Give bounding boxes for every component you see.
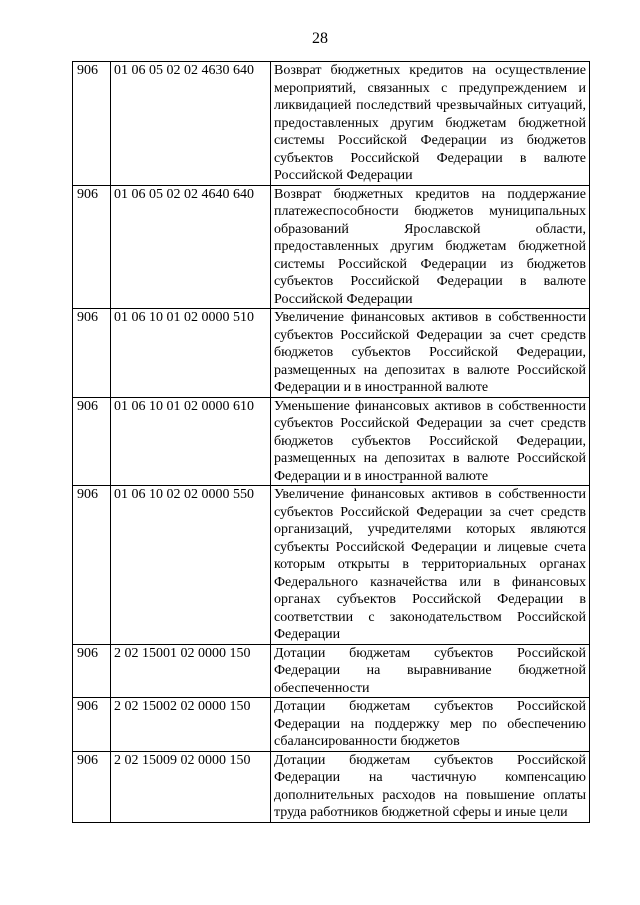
table-row xyxy=(73,62,590,186)
page-number: 28 xyxy=(312,30,328,47)
description-cell: Возврат бюджетных кредитов на осуществление мероприятий, связанных с предупреждением и ликвидацией последствий чрезвычайных ситуаций, предоставленных другим бюджетам бюджетной системы Российской Федерации из бюджетов субъектов Российской Федерации в валюте Российской Федерации xyxy=(271,62,590,186)
table-row xyxy=(73,698,590,752)
table-row xyxy=(73,486,590,645)
admin-code-cell: 906 xyxy=(73,698,111,752)
table-row xyxy=(73,397,590,486)
admin-code-cell: 906 xyxy=(73,486,111,645)
classification-code-cell: 01 06 05 02 02 4640 640 xyxy=(111,185,271,309)
classification-code-cell: 01 06 05 02 02 4630 640 xyxy=(111,62,271,186)
description-cell: Дотации бюджетам субъектов Российской Федерации на частичную компенсацию дополнительных расходов на повышение оплаты труда работников бюджетной сферы и иные цели xyxy=(271,751,590,822)
classification-code-cell: 2 02 15002 02 0000 150 xyxy=(111,698,271,752)
description-cell: Увеличение финансовых активов в собственности субъектов Российской Федерации за счет средств бюджетов субъектов Российской Федерации, размещенных на депозитах в валюте Российской Федерации и в иностранной валюте xyxy=(271,309,590,398)
admin-code-cell: 906 xyxy=(73,397,111,486)
description-cell: Уменьшение финансовых активов в собственности субъектов Российской Федерации за счет средств бюджетов субъектов Российской Федерации, размещенных на депозитах в валюте Российской Федерации и в иностранной валюте xyxy=(271,397,590,486)
admin-code-cell: 906 xyxy=(73,751,111,822)
description-cell: Возврат бюджетных кредитов на поддержание платежеспособности бюджетов муниципальных образований Ярославской области, предоставленных другим бюджетам бюджетной системы Российской Федерации из бюджетов субъектов Российской Федерации в валюте Российской Федерации xyxy=(271,185,590,309)
classification-code-cell: 01 06 10 02 02 0000 550 xyxy=(111,486,271,645)
table-row xyxy=(73,751,590,822)
budget-classification-table xyxy=(72,61,590,823)
admin-code-cell: 906 xyxy=(73,185,111,309)
admin-code-cell: 906 xyxy=(73,309,111,398)
classification-code-cell: 01 06 10 01 02 0000 610 xyxy=(111,397,271,486)
table-row xyxy=(73,644,590,698)
classification-code-cell: 2 02 15009 02 0000 150 xyxy=(111,751,271,822)
description-cell: Увеличение финансовых активов в собственности субъектов Российской Федерации за счет средств организаций, учредителями которых являются субъекты Российской Федерации и лицевые счета которым открыты в территориальных органах Федерального казначейства или в финансовых органах субъектов Российской Федерации в соответствии с законодательством Российской Федерации xyxy=(271,486,590,645)
admin-code-cell: 906 xyxy=(73,644,111,698)
description-cell: Дотации бюджетам субъектов Российской Федерации на поддержку мер по обеспечению сбалансированности бюджетов xyxy=(271,698,590,752)
description-cell: Дотации бюджетам субъектов Российской Федерации на выравнивание бюджетной обеспеченности xyxy=(271,644,590,698)
classification-code-cell: 01 06 10 01 02 0000 510 xyxy=(111,309,271,398)
admin-code-cell: 906 xyxy=(73,62,111,186)
table-row xyxy=(73,185,590,309)
table-row xyxy=(73,309,590,398)
classification-code-cell: 2 02 15001 02 0000 150 xyxy=(111,644,271,698)
